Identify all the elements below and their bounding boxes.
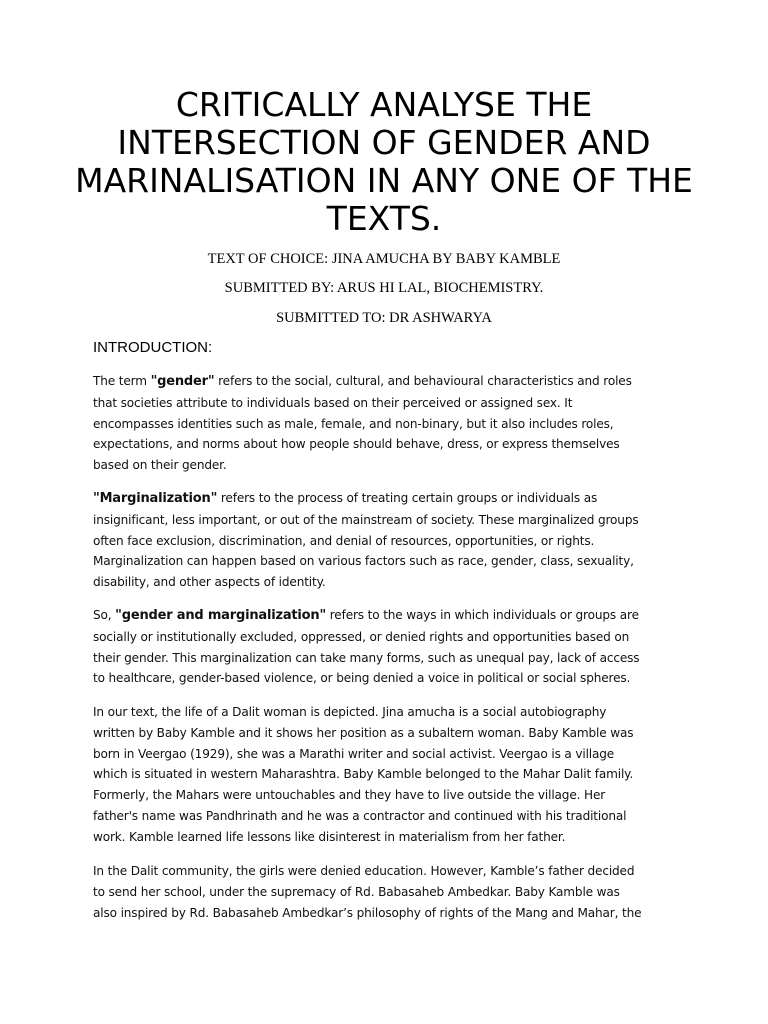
paragraph-line: which is situated in western Maharashtra. Baby Kamble belonged to the Mahar Dalit family. — [93, 767, 634, 782]
paragraph-line: that societies attribute to individuals based on their perceived or assigned sex. It — [93, 395, 573, 410]
paragraph-line: Formerly, the Mahars were untouchables and they have to live outside the village. Her — [93, 788, 606, 803]
paragraph-line — [93, 488, 681, 510]
paragraph-line-text: refers to the process of treating certain groups or individuals as — [217, 491, 598, 505]
paragraph-baby-kamble-background — [93, 702, 681, 848]
paragraph-line: written by Baby Kamble and it shows her position as a subaltern woman. Baby Kamble was — [93, 725, 634, 740]
paragraph-marginalization-definition — [93, 488, 681, 593]
paragraph-dalit-education — [93, 861, 681, 923]
paragraph-line: socially or institutionally excluded, oppressed, or denied rights and opportunities based on — [93, 629, 630, 644]
paragraph-line: also inspired by Rd. Babasaheb Ambedkar’s philosophy of rights of the Mang and Mahar, the — [93, 905, 642, 920]
term-marginalization: "Marginalization" — [93, 491, 218, 506]
paragraph-line: insignificant, less important, or out of the mainstream of society. These marginalized groups — [93, 512, 639, 527]
paragraph-line-text: refers to the social, cultural, and behavioural characteristics and roles — [214, 374, 632, 388]
paragraph-line: expectations, and norms about how people should behave, dress, or express themselves — [93, 437, 620, 452]
paragraph-gender-definition — [93, 371, 681, 476]
paragraph-line: Marginalization can happen based on various factors such as race, gender, class, sexuality, — [93, 554, 634, 569]
paragraph-lead: The term — [93, 374, 151, 388]
paragraph-line: disability, and other aspects of identity. — [93, 575, 326, 590]
paragraph-line — [93, 371, 681, 393]
term-gender: "gender" — [150, 374, 215, 389]
paragraph-line: to send her school, under the supremacy of Rd. Babasaheb Ambedkar. Baby Kamble was — [93, 884, 620, 899]
paragraph-line: encompasses identities such as male, female, and non-binary, but it also includes roles, — [93, 416, 614, 431]
paragraph-line: based on their gender. — [93, 458, 227, 473]
document-title: CRITICALLY ANALYSE THE INTERSECTION OF GENDER AND MARINALISATION IN ANY ONE OF THE TEXTS. — [75, 85, 693, 238]
paragraph-line: work. Kamble learned life lessons like disinterest in materialism from her father. — [93, 829, 566, 844]
paragraph-gender-and-marginalization — [93, 605, 681, 689]
paragraph-line: In our text, the life of a Dalit woman is depicted. Jina amucha is a social autobiography — [93, 705, 607, 719]
paragraph-line: In the Dalit community, the girls were denied education. However, Kamble’s father decided — [93, 864, 635, 878]
paragraph-line — [93, 605, 681, 627]
paragraph-line-text: refers to the ways in which individuals or groups are — [326, 608, 639, 622]
paragraph-lead: So, — [93, 608, 116, 622]
paragraph-line: their gender. This marginalization can take many forms, such as unequal pay, lack of access — [93, 650, 640, 665]
submitted-by: SUBMITTED BY: ARUS HI LAL, BIOCHEMISTRY. — [224, 280, 544, 296]
term-gender-and-marginalization: "gender and marginalization" — [115, 608, 327, 623]
introduction-heading: INTRODUCTION: — [93, 339, 213, 356]
paragraph-line: often face exclusion, discrimination, and denial of resources, opportunities, or rights. — [93, 533, 595, 548]
submitted-to: SUBMITTED TO: DR ASHWARYA — [276, 310, 492, 326]
paragraph-line: father's name was Pandhrinath and he was a contractor and continued with his traditional — [93, 808, 627, 823]
paragraph-line: to healthcare, gender-based violence, or being denied a voice in political or social spheres. — [93, 671, 631, 686]
text-of-choice: TEXT OF CHOICE: JINA AMUCHA BY BABY KAMBLE — [207, 251, 561, 267]
paragraph-line: born in Veergao (1929), she was a Marathi writer and social activist. Veergao is a village — [93, 746, 615, 761]
